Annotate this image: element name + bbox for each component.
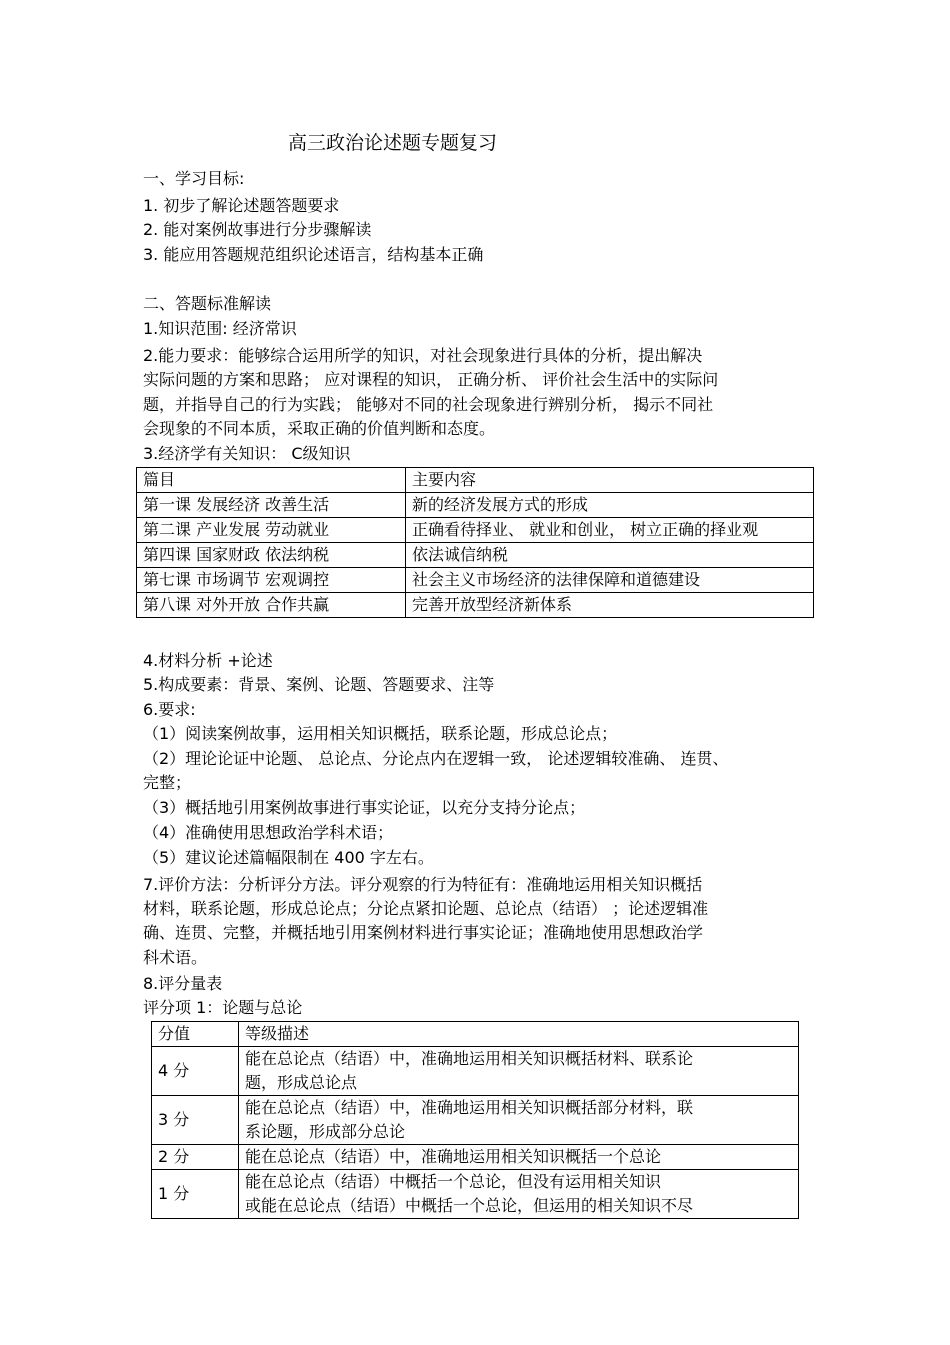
score-cell: 3 分	[152, 1096, 239, 1145]
knowledge-table	[136, 467, 814, 618]
score-cell: 4 分	[152, 1047, 239, 1096]
paragraph-ability-line: 2.能力要求：能够综合运用所学的知识，对社会现象进行具体的分析，提出解决	[143, 346, 703, 365]
requirement-item: 完整；	[143, 773, 192, 792]
requirement-item: （5）建议论述篇幅限制在 400 字左右。	[143, 848, 434, 867]
table-cell: 新的经济发展方式的形成	[406, 493, 814, 518]
paragraph-evaluation-line: 材料，联系论题，形成总论点；分论点紧扣论题、总论点（结语） ；论述逻辑准	[143, 899, 709, 918]
table-row	[152, 1096, 799, 1145]
table-row	[137, 493, 814, 518]
description-line: 能在总论点（结语）中概括一个总论，但没有运用相关知识	[245, 1172, 662, 1191]
table-row	[152, 1145, 799, 1170]
table-row	[137, 593, 814, 618]
table-cell: 第二课 产业发展 劳动就业	[137, 518, 406, 543]
table-row	[152, 1047, 799, 1096]
table-cell: 社会主义市场经济的法律保障和道德建设	[406, 568, 814, 593]
paragraph-economics-knowledge: 3.经济学有关知识： C级知识	[143, 444, 351, 463]
description-line: 能在总论点（结语）中，准确地运用相关知识概括一个总论	[245, 1147, 662, 1166]
requirement-item: （3）概括地引用案例故事进行事实论证，以充分支持分论点；	[143, 798, 586, 817]
description-cell	[239, 1047, 799, 1096]
paragraph-ability-line: 会现象的不同本质，采取正确的价值判断和态度。	[143, 419, 496, 438]
table-cell: 正确看待择业、 就业和创业， 树立正确的择业观	[406, 518, 814, 543]
table-header-cell: 等级描述	[239, 1022, 799, 1047]
requirement-item: （1）阅读案例故事，运用相关知识概括，联系论题，形成总论点；	[143, 724, 618, 743]
table-cell: 第八课 对外开放 合作共赢	[137, 593, 406, 618]
section-heading-goals: 一、学习目标:	[143, 169, 245, 188]
goal-item: 2. 能对案例故事进行分步骤解读	[143, 220, 372, 239]
requirement-item: （2）理论论证中论题、 总论点、分论点内在逻辑一致， 论述逻辑较准确、 连贯、	[143, 749, 729, 768]
score-cell: 2 分	[152, 1145, 239, 1170]
table-header-cell: 主要内容	[406, 468, 814, 493]
table-cell: 完善开放型经济新体系	[406, 593, 814, 618]
section-heading-standards: 二、答题标准解读	[143, 294, 272, 313]
table-header-cell: 分值	[152, 1022, 239, 1047]
description-line: 能在总论点（结语）中，准确地运用相关知识概括部分材料，联	[245, 1098, 694, 1117]
paragraph-elements: 5.构成要素：背景、案例、论题、答题要求、注等	[143, 675, 495, 694]
table-header-row	[152, 1022, 799, 1047]
goal-item: 1. 初步了解论述题答题要求	[143, 196, 340, 215]
requirement-item: （4）准确使用思想政治学科术语；	[143, 823, 394, 842]
table-cell: 依法诚信纳税	[406, 543, 814, 568]
description-line: 或能在总论点（结语）中概括一个总论，但运用的相关知识不尽	[245, 1196, 694, 1215]
table-row	[152, 1170, 799, 1219]
table-cell: 第一课 发展经济 改善生活	[137, 493, 406, 518]
table-row	[137, 543, 814, 568]
paragraph-ability-line: 实际问题的方案和思路； 应对课程的知识， 正确分析、 评价社会生活中的实际问	[143, 370, 719, 389]
paragraph-evaluation-line: 科术语。	[143, 948, 208, 967]
description-line: 题，形成总论点	[245, 1073, 358, 1092]
paragraph-evaluation-line: 确、连贯、完整，并概括地引用案例材料进行事实论证；准确地使用思想政治学	[143, 923, 704, 942]
table-cell: 第四课 国家财政 依法纳税	[137, 543, 406, 568]
table-row	[137, 568, 814, 593]
description-cell	[239, 1170, 799, 1219]
document-title: 高三政治论述题专题复习	[288, 132, 498, 154]
paragraph-requirements: 6.要求:	[143, 700, 196, 719]
table-cell: 第七课 市场调节 宏观调控	[137, 568, 406, 593]
paragraph-ability-line: 题，并指导自己的行为实践； 能够对不同的社会现象进行辨别分析， 揭示不同社	[143, 395, 714, 414]
table-header-row	[137, 468, 814, 493]
goal-item: 3. 能应用答题规范组织论述语言，结构基本正确	[143, 245, 484, 264]
paragraph-rubric: 8.评分量表	[143, 974, 223, 993]
table-header-cell: 篇目	[137, 468, 406, 493]
description-line: 能在总论点（结语）中，准确地运用相关知识概括材料、联系论	[245, 1049, 694, 1068]
description-line: 系论题，形成部分总论	[245, 1122, 406, 1141]
paragraph-evaluation-line: 7.评价方法：分析评分方法。评分观察的行为特征有：准确地运用相关知识概括	[143, 875, 703, 894]
table-row	[137, 518, 814, 543]
description-cell	[239, 1096, 799, 1145]
paragraph-rubric-item: 评分项 1：论题与总论	[143, 998, 303, 1017]
rubric-table	[151, 1021, 799, 1219]
description-cell	[239, 1145, 799, 1170]
paragraph-knowledge-scope: 1.知识范围: 经济常识	[143, 319, 297, 338]
paragraph-material-analysis: 4.材料分析 +论述	[143, 651, 273, 670]
score-cell: 1 分	[152, 1170, 239, 1219]
